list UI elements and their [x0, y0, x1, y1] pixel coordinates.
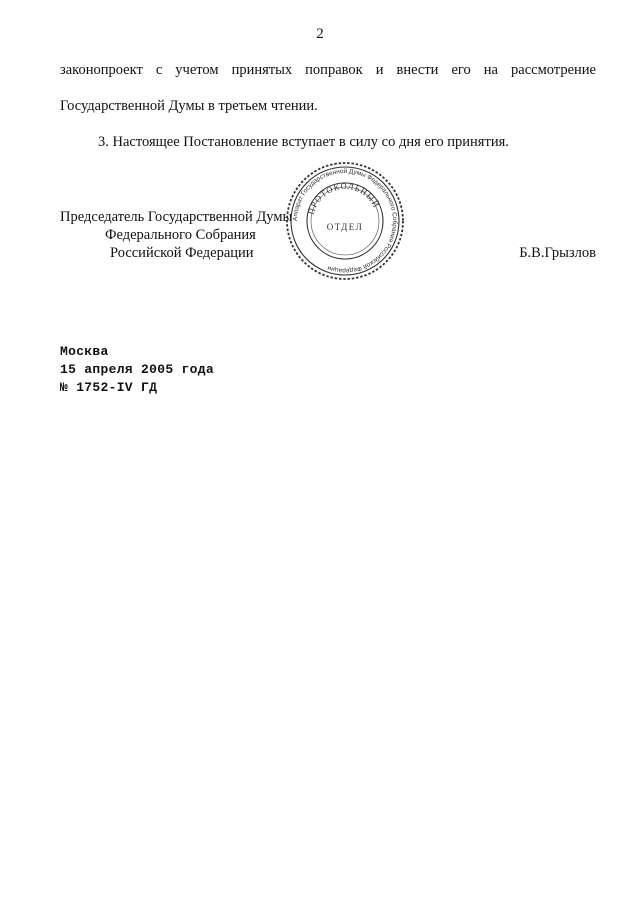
signatory-title-line-3: Российской Федерации [110, 245, 254, 261]
paragraph-line-1 [60, 62, 596, 79]
document-city: Москва [60, 344, 109, 359]
stamp-inner-text: ПРОТОКОЛЬНЫЙ [305, 180, 382, 216]
word: принятых [231, 62, 293, 78]
signatory-title-line-2: Федерального Собрания [105, 227, 256, 243]
signatory-name: Б.В.Грызлов [519, 245, 596, 261]
word: с [155, 62, 163, 78]
stamp-outer-text: Аппарат Государственной Думы Федерального Собрания Российской Федерации [291, 167, 399, 275]
paragraph-line-2: Государственной Думы в третьем чтении. [60, 98, 318, 114]
signatory-title-line-1: Председатель Государственной Думы [60, 209, 293, 225]
document-number: № 1752-IV ГД [60, 380, 158, 395]
word: на [483, 62, 498, 78]
official-stamp [284, 160, 406, 282]
stamp-seal-icon [284, 160, 406, 282]
word: и [375, 62, 384, 78]
word: внести [396, 62, 439, 78]
stamp-center-text: ОТДЕЛ [326, 222, 364, 232]
document-date: 15 апреля 2005 года [60, 362, 214, 377]
word: его [451, 62, 471, 78]
word: поправок [305, 62, 363, 78]
clause-3: 3. Настоящее Постановление вступает в силу со дня его принятия. [98, 134, 509, 150]
word: законопроект [60, 62, 143, 78]
word: учетом [175, 62, 219, 78]
page-number: 2 [316, 26, 324, 42]
word: рассмотрение [511, 62, 596, 78]
